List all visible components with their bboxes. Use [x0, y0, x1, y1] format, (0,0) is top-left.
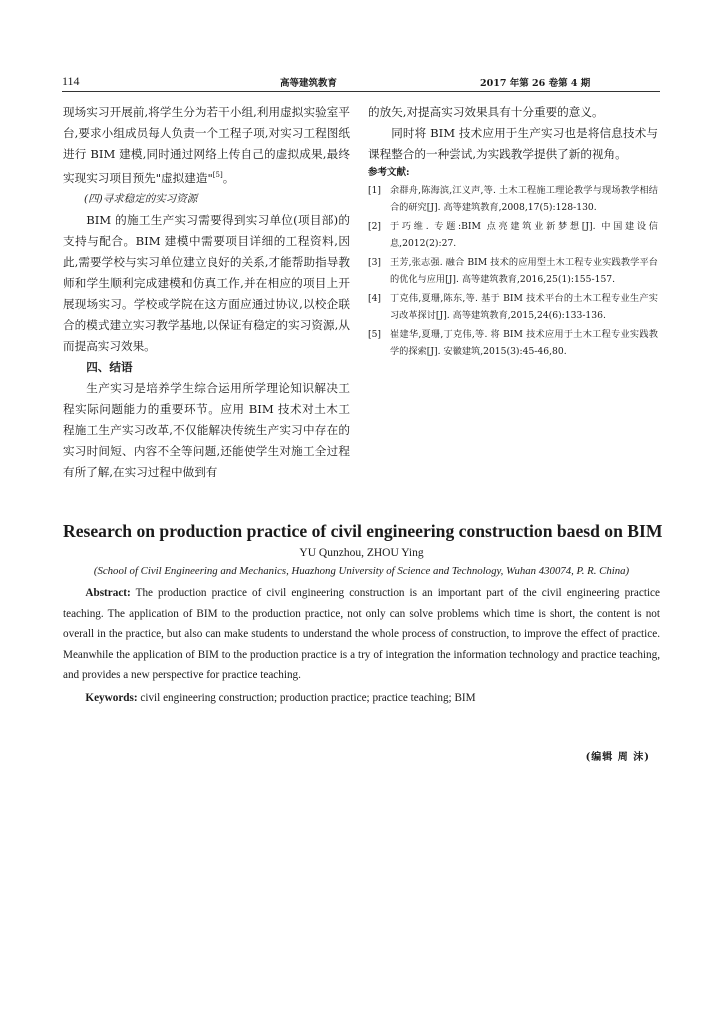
paragraph: 生产实习是培养学生综合运用所学理论知识解决工程实际问题能力的重要环节。应用 BIM 技术对土木工程施工生产实习改革,不仅能解决传统生产实习中存在的实习时间短、内容不全等问题,还能使学生对施工全过程有所了解,在实习过程中做到有	[63, 380, 350, 479]
paragraph: 的放矢,对提高实习效果具有十分重要的意义。	[368, 105, 604, 119]
paragraph: 现场实习开展前,将学生分为若干小组,利用虚拟实验室平台,要求小组成员每人负责一个工程子项,对实习工程图纸进行 BIM 建模,同时通过网络上传自己的虚拟成果,最终实现实习项目预先"虚拟建造"[5]。	[63, 105, 350, 185]
english-title: Research on production practice of civil engineering construction baesd on BIM	[63, 521, 663, 541]
keywords-label: Keywords:	[85, 691, 138, 704]
subsection-heading: (四)寻求稳定的实习资源	[84, 192, 198, 205]
english-abstract	[63, 583, 660, 686]
section-heading: 四、结语	[86, 359, 133, 374]
english-keywords	[63, 688, 660, 709]
reference-item: [1] 余群舟,陈海滨,江义声,等. 土木工程施工理论教学与现场教学相结合的研究[J]. 高等建筑教育,2008,17(5):128-130.	[368, 185, 658, 213]
reference-item: [2] 于巧维. 专题:BIM 点亮建筑业新梦想[J]. 中国建设信息,2012(2):27.	[368, 221, 658, 249]
journal-issue: 2017 年第 26 卷第 4 期	[480, 78, 591, 89]
english-affiliation: (School of Civil Engineering and Mechanics, Huazhong University of Science and Technology, Wuhan 430074, P. R. China)	[93, 565, 630, 577]
left-column	[63, 102, 350, 483]
header-rule	[62, 91, 660, 92]
right-column	[368, 102, 658, 363]
reference-list	[368, 183, 658, 360]
editor-credit: (编辑 周 沫)	[585, 752, 650, 763]
abstract-text: The production practice of civil engineering construction is an important part of the civil engineering practice teaching. The application of BIM to the production practice, not only can solve problems which time is short, the content is not overall in the practice, but also can make students to understand the whole process of construction, to improve the effect of practice. Meanwhile the application of BIM to the production practice is a try of integration the information technology and practice teaching, and provides a new perspective for practice teaching.	[63, 587, 660, 681]
running-header	[62, 74, 662, 92]
keywords-text: civil engineering construction; production practice; practice teaching; BIM	[140, 691, 476, 704]
references-title: 参考文献:	[368, 167, 410, 178]
paragraph: 同时将 BIM 技术应用于生产实习也是将信息技术与课程整合的一种尝试,为实践教学提供了新的视角。	[368, 126, 658, 161]
english-authors: YU Qunzhou, ZHOU Ying	[299, 547, 424, 559]
abstract-label: Abstract:	[85, 587, 131, 599]
english-abstract-block	[63, 520, 663, 708]
journal-name: 高等建筑教育	[280, 78, 338, 89]
reference-item: [5] 崔建华,夏珊,丁克伟,等. 将 BIM 技术应用于土木工程专业实践教学的探索[J]. 安徽建筑,2015(3):45-46,80.	[368, 329, 658, 357]
page-number: 114	[62, 74, 80, 88]
reference-item: [4] 丁克伟,夏珊,陈东,等. 基于 BIM 技术平台的土木工程专业生产实习改革探讨[J]. 高等建筑教育,2015,24(6):133-136.	[368, 293, 658, 321]
reference-item: [3] 王芳,张志强. 融合 BIM 技术的应用型土木工程专业实践教学平台的优化与应用[J]. 高等建筑教育,2016,25(1):155-157.	[368, 257, 658, 285]
citation: [5]	[212, 171, 223, 179]
paragraph: BIM 的施工生产实习需要得到实习单位(项目部)的支持与配合。BIM 建模中需要项目详细的工程资料,因此,需要学校与实习单位建立良好的关系,才能帮助指导教师和学生顺利完成建模和仿真工作,并在相应的项目上开展现场实习。学校或学院在这方面应通过协议,以校企联合的模式建立实习教学基地,以保证有稳定的实习资源,从而提高实习效果。	[63, 212, 350, 353]
